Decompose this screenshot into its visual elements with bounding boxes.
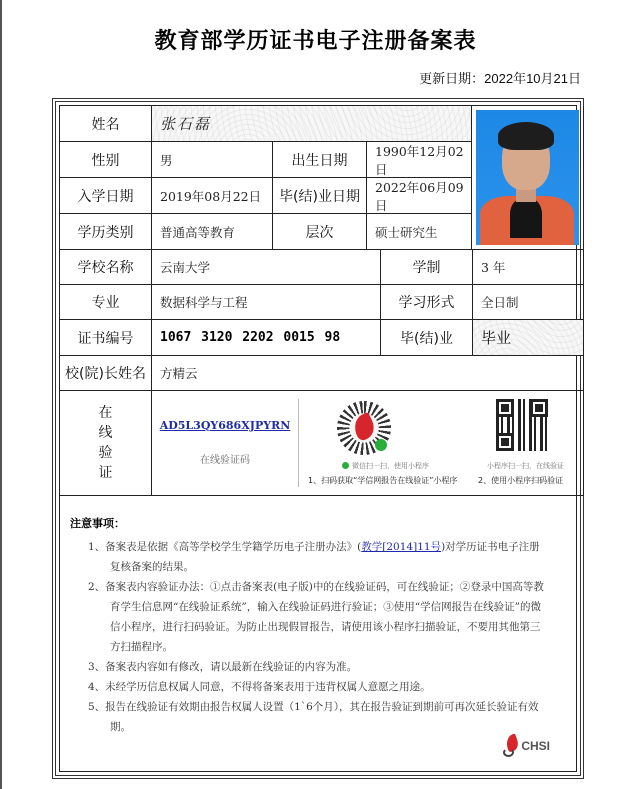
gender-value: 男 (152, 142, 273, 178)
duration-value: 3 年 (473, 250, 584, 285)
notes-title: 注意事项： (70, 517, 125, 530)
mini-program-hint-text: 微信扫一扫，使用小程序 (352, 462, 429, 470)
note-item: 4、未经学历信息权属人同意，不得将备案表用于违背权属人意愿之用途。 (88, 681, 431, 693)
birth-label: 出生日期 (273, 142, 367, 178)
mini-program-qr-code[interactable] (337, 401, 391, 455)
qr-hint: 小程序扫一扫，在线验证 (487, 462, 564, 470)
verification-qr-code[interactable] (496, 399, 548, 451)
name-value: 张石磊 (152, 106, 472, 142)
name-label: 姓名 (60, 106, 152, 142)
notes-section (70, 515, 570, 737)
chsi-logo-text: CHSI (521, 739, 550, 753)
enroll-label: 入学日期 (60, 178, 152, 214)
online-verify-area (152, 391, 584, 496)
wechat-icon (375, 439, 387, 451)
level-value: 硕士研究生 (367, 214, 472, 250)
online-verify-label (60, 391, 152, 496)
page-edge (0, 0, 2, 789)
verify-label-char: 在 (98, 405, 113, 421)
record-table (59, 105, 577, 772)
graduation-date-label: 毕(结)业日期 (273, 178, 367, 214)
verify-label-char: 证 (98, 465, 113, 481)
birth-value: 1990年12月02日 (367, 142, 472, 178)
record-frame (52, 98, 584, 779)
note-item: 2、备案表内容验证办法：①点击备案表(电子版)中的在线验证码，可在线验证；②登录中国高等教育学生信息网“在线验证系统”，输入在线验证码进行验证；③使用“学信网报告在线验证”的微信小程序，进行扫码验证。为防止出现假冒报告，请使用该小程序扫描验证，不要用其他第三方扫描程序。 (88, 581, 544, 653)
study-form-label: 学习形式 (381, 285, 473, 320)
note-item: 5、报告在线验证有效期由报告权属人设置（1`6个月），其在报告验证到期前可再次延长验证有效期。 (88, 701, 539, 733)
update-date (419, 68, 581, 87)
school-value: 云南大学 (152, 250, 381, 285)
photo-cell (472, 106, 584, 250)
verification-code-caption: 在线验证码 (200, 455, 250, 466)
major-value: 数据科学与工程 (152, 285, 381, 320)
verification-code-link[interactable]: AD5L3QY686XJPYRN (159, 419, 291, 432)
divider (298, 399, 299, 487)
note-item: 3、备案表内容如有修改，请以最新在线验证的内容为准。 (88, 661, 358, 673)
step2-caption: 2、使用小程序扫码验证 (478, 476, 564, 485)
cert-no-label: 证书编号 (60, 320, 152, 356)
chsi-bird-icon (503, 735, 519, 757)
step1-caption: 1、扫码获取“学信网报告在线验证”小程序 (308, 476, 458, 485)
edu-type-label: 学历类别 (60, 214, 152, 250)
mini-program-hint (342, 461, 429, 471)
school-label: 学校名称 (60, 250, 152, 285)
grad-status-label: 毕(结)业 (381, 320, 473, 356)
duration-label: 学制 (381, 250, 473, 285)
regulation-link[interactable]: 教学[2014]11号 (361, 541, 442, 553)
note-item (70, 537, 550, 577)
president-label: 校(院)长姓名 (60, 356, 152, 391)
note-text: 1、备案表是依据《高等学校学生学籍学历电子注册办法》( (88, 541, 362, 553)
update-date-label: 更新日期： (419, 71, 485, 86)
update-date-value: 2022年10月21日 (484, 71, 581, 86)
chsi-logo (503, 735, 550, 757)
enroll-value: 2019年08月22日 (152, 178, 273, 214)
edu-type-value: 普通高等教育 (152, 214, 273, 250)
major-label: 专业 (60, 285, 152, 320)
cert-no-value: 1067 3120 2202 0015 98 (152, 320, 381, 356)
wechat-icon (342, 462, 349, 469)
verify-label-char: 验 (98, 445, 113, 461)
study-form-value: 全日制 (473, 285, 584, 320)
note-text: )对学历证书电子注册复核备案的结果。 (110, 541, 540, 573)
level-label: 层次 (273, 214, 367, 250)
graduation-date-value: 2022年06月09日 (367, 178, 472, 214)
president-value: 方精云 (152, 356, 584, 391)
gender-label: 性别 (60, 142, 152, 178)
document-title: 教育部学历证书电子注册备案表 (154, 29, 477, 54)
student-photo (476, 110, 579, 245)
chsi-bird-icon (350, 412, 378, 442)
grad-status-value: 毕业 (473, 320, 584, 356)
verify-label-char: 线 (98, 425, 113, 441)
